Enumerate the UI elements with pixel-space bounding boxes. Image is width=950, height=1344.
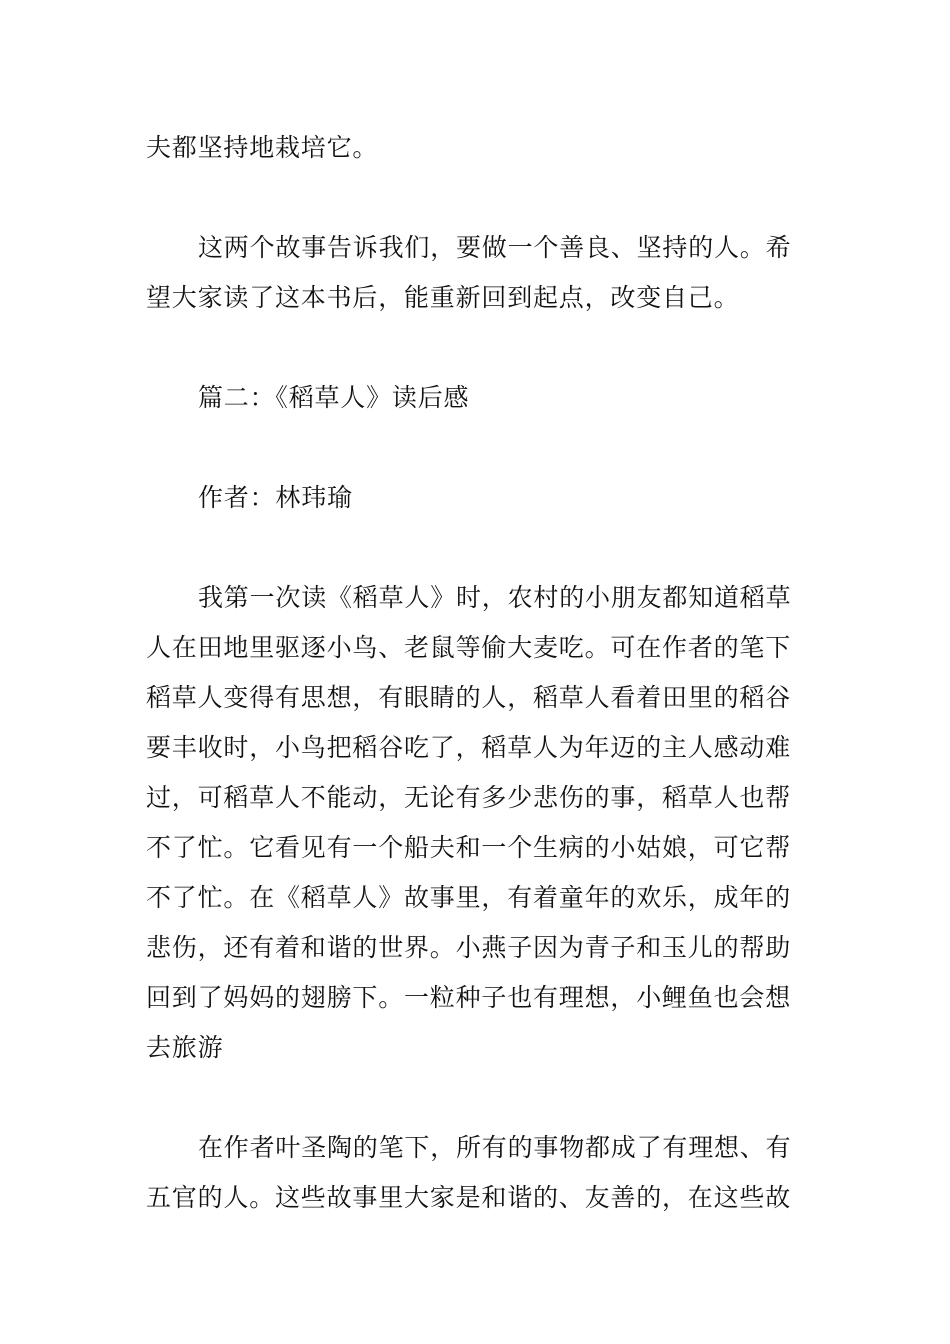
text-line: 我第一次读《稻草人》时，农村的小朋友都知道稻草 bbox=[198, 583, 792, 612]
text-line: 稻草人变得有思想，有眼睛的人，稻草人看着田里的稻谷 bbox=[146, 683, 792, 712]
paragraph-conclusion bbox=[146, 223, 806, 323]
text-line: 回到了妈妈的翅膀下。一粒种子也有理想，小鲤鱼也会想 bbox=[146, 983, 792, 1012]
author-text: 作者：林玮瑜 bbox=[198, 483, 353, 512]
section-title bbox=[146, 373, 806, 423]
text-line: 五官的人。这些故事里大家是和谐的、友善的，在这些故 bbox=[146, 1183, 792, 1212]
text-line: 望大家读了这本书后，能重新回到起点，改变自己。 bbox=[146, 283, 740, 312]
text-line: 过，可稻草人不能动，无论有多少悲伤的事，稻草人也帮 bbox=[146, 783, 792, 812]
paragraph-review bbox=[146, 573, 806, 1073]
author-line bbox=[146, 473, 806, 523]
text-line: 去旅游 bbox=[146, 1033, 224, 1062]
text-line: 夫都坚持地栽培它。 bbox=[146, 133, 379, 162]
paragraph-closing bbox=[146, 1123, 806, 1223]
text-line: 悲伤，还有着和谐的世界。小燕子因为青子和玉儿的帮助 bbox=[146, 933, 792, 962]
continuation-paragraph bbox=[146, 123, 806, 173]
section-title-text: 篇二：《稻草人》读后感 bbox=[198, 383, 470, 412]
text-line: 不了忙。它看见有一个船夫和一个生病的小姑娘，可它帮 bbox=[146, 833, 792, 862]
text-line: 不了忙。在《稻草人》故事里，有着童年的欢乐，成年的 bbox=[146, 883, 792, 912]
text-line: 人在田地里驱逐小鸟、老鼠等偷大麦吃。可在作者的笔下 bbox=[146, 633, 792, 662]
text-line: 要丰收时，小鸟把稻谷吃了，稻草人为年迈的主人感动难 bbox=[146, 733, 792, 762]
text-line: 这两个故事告诉我们，要做一个善良、坚持的人。希 bbox=[198, 233, 792, 262]
text-line: 在作者叶圣陶的笔下，所有的事物都成了有理想、有 bbox=[198, 1133, 792, 1162]
